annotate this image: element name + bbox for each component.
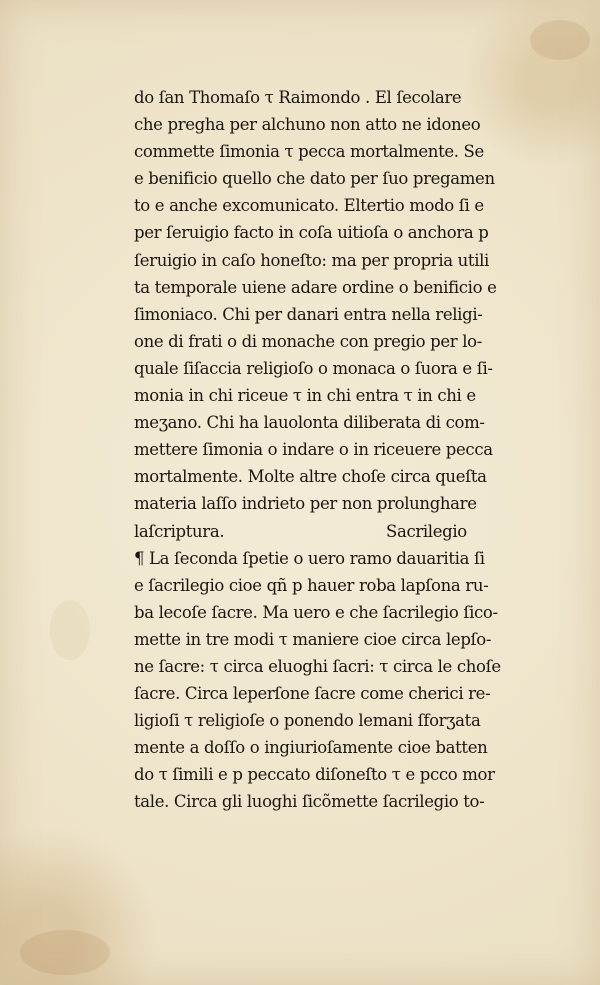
page-stain — [20, 930, 110, 975]
text-line: e benificio quello che dato per ſuo pregamen — [134, 169, 495, 189]
page-stain — [530, 20, 590, 60]
text-line: ſacre. Circa leperſone ſacre come cherici re- — [134, 684, 491, 704]
text-line: materia laſſo indrieto per non prolunghare — [134, 494, 477, 514]
text-line: to e anche excomunicato. Eltertio modo ſi e — [134, 196, 484, 216]
text-line: quale ſiſaccia religioſo o monaca o ſuora e ſi- — [134, 358, 493, 378]
text-line: ta temporale uiene adare ordine o benificio e — [134, 277, 497, 297]
text-line: ſeruigio in caſo honeſto: ma per propria utili — [134, 250, 489, 270]
text-line: mettere ſimonia o indare o in riceuere pecca — [134, 440, 493, 460]
page-stain — [50, 600, 90, 660]
section-heading: Sacrilegio — [386, 521, 467, 541]
text-line: do ſan Thomaſo τ Raimondo . El ſecolare — [134, 88, 462, 107]
text-line-fragment: laſcriptura. — [134, 521, 225, 541]
text-line: monia in chi riceue τ in chi entra τ in chi e — [134, 386, 476, 406]
text-line: ſimoniaco. Chi per danari entra nella religi- — [134, 304, 483, 324]
text-line: e ſacrilegio cioe qñ p hauer roba lapſona ru- — [134, 575, 489, 595]
text-line: mente a doſſo o ingiurioſamente cioe batten — [134, 738, 488, 758]
text-line: che pregha per alchuno non atto ne idoneo — [134, 115, 481, 135]
text-line: ligioſi τ religioſe o ponendo lemani ſforʒata — [134, 711, 481, 731]
text-line: tale. Circa gli luoghi ſicõmette ſacrilegio to- — [134, 792, 485, 812]
text-body — [134, 84, 574, 816]
text-line: one di frati o di monache con pregio per lo- — [134, 331, 482, 351]
text-line — [134, 518, 574, 545]
text-line: ba lecoſe ſacre. Ma uero e che ſacrilegio ſico- — [134, 602, 498, 622]
text-line: mette in tre modi τ maniere cioe circa lepſo- — [134, 629, 492, 649]
text-line: ¶ La ſeconda ſpetie o uero ramo dauaritia ſi — [134, 548, 485, 568]
text-line: do τ ſimili e p peccato diſoneſto τ e pcco mor — [134, 765, 495, 785]
text-line: mortalmente. Molte altre choſe circa queſta — [134, 467, 487, 487]
text-line: per ſeruigio facto in coſa uitioſa o anchora p — [134, 223, 489, 243]
text-line: ne ſacre: τ circa eluoghi ſacri: τ circa le choſe — [134, 656, 501, 676]
text-line: commette ſimonia τ pecca mortalmente. Se — [134, 142, 484, 162]
text-line: meʒano. Chi ha lauolonta diliberata di com- — [134, 413, 485, 433]
